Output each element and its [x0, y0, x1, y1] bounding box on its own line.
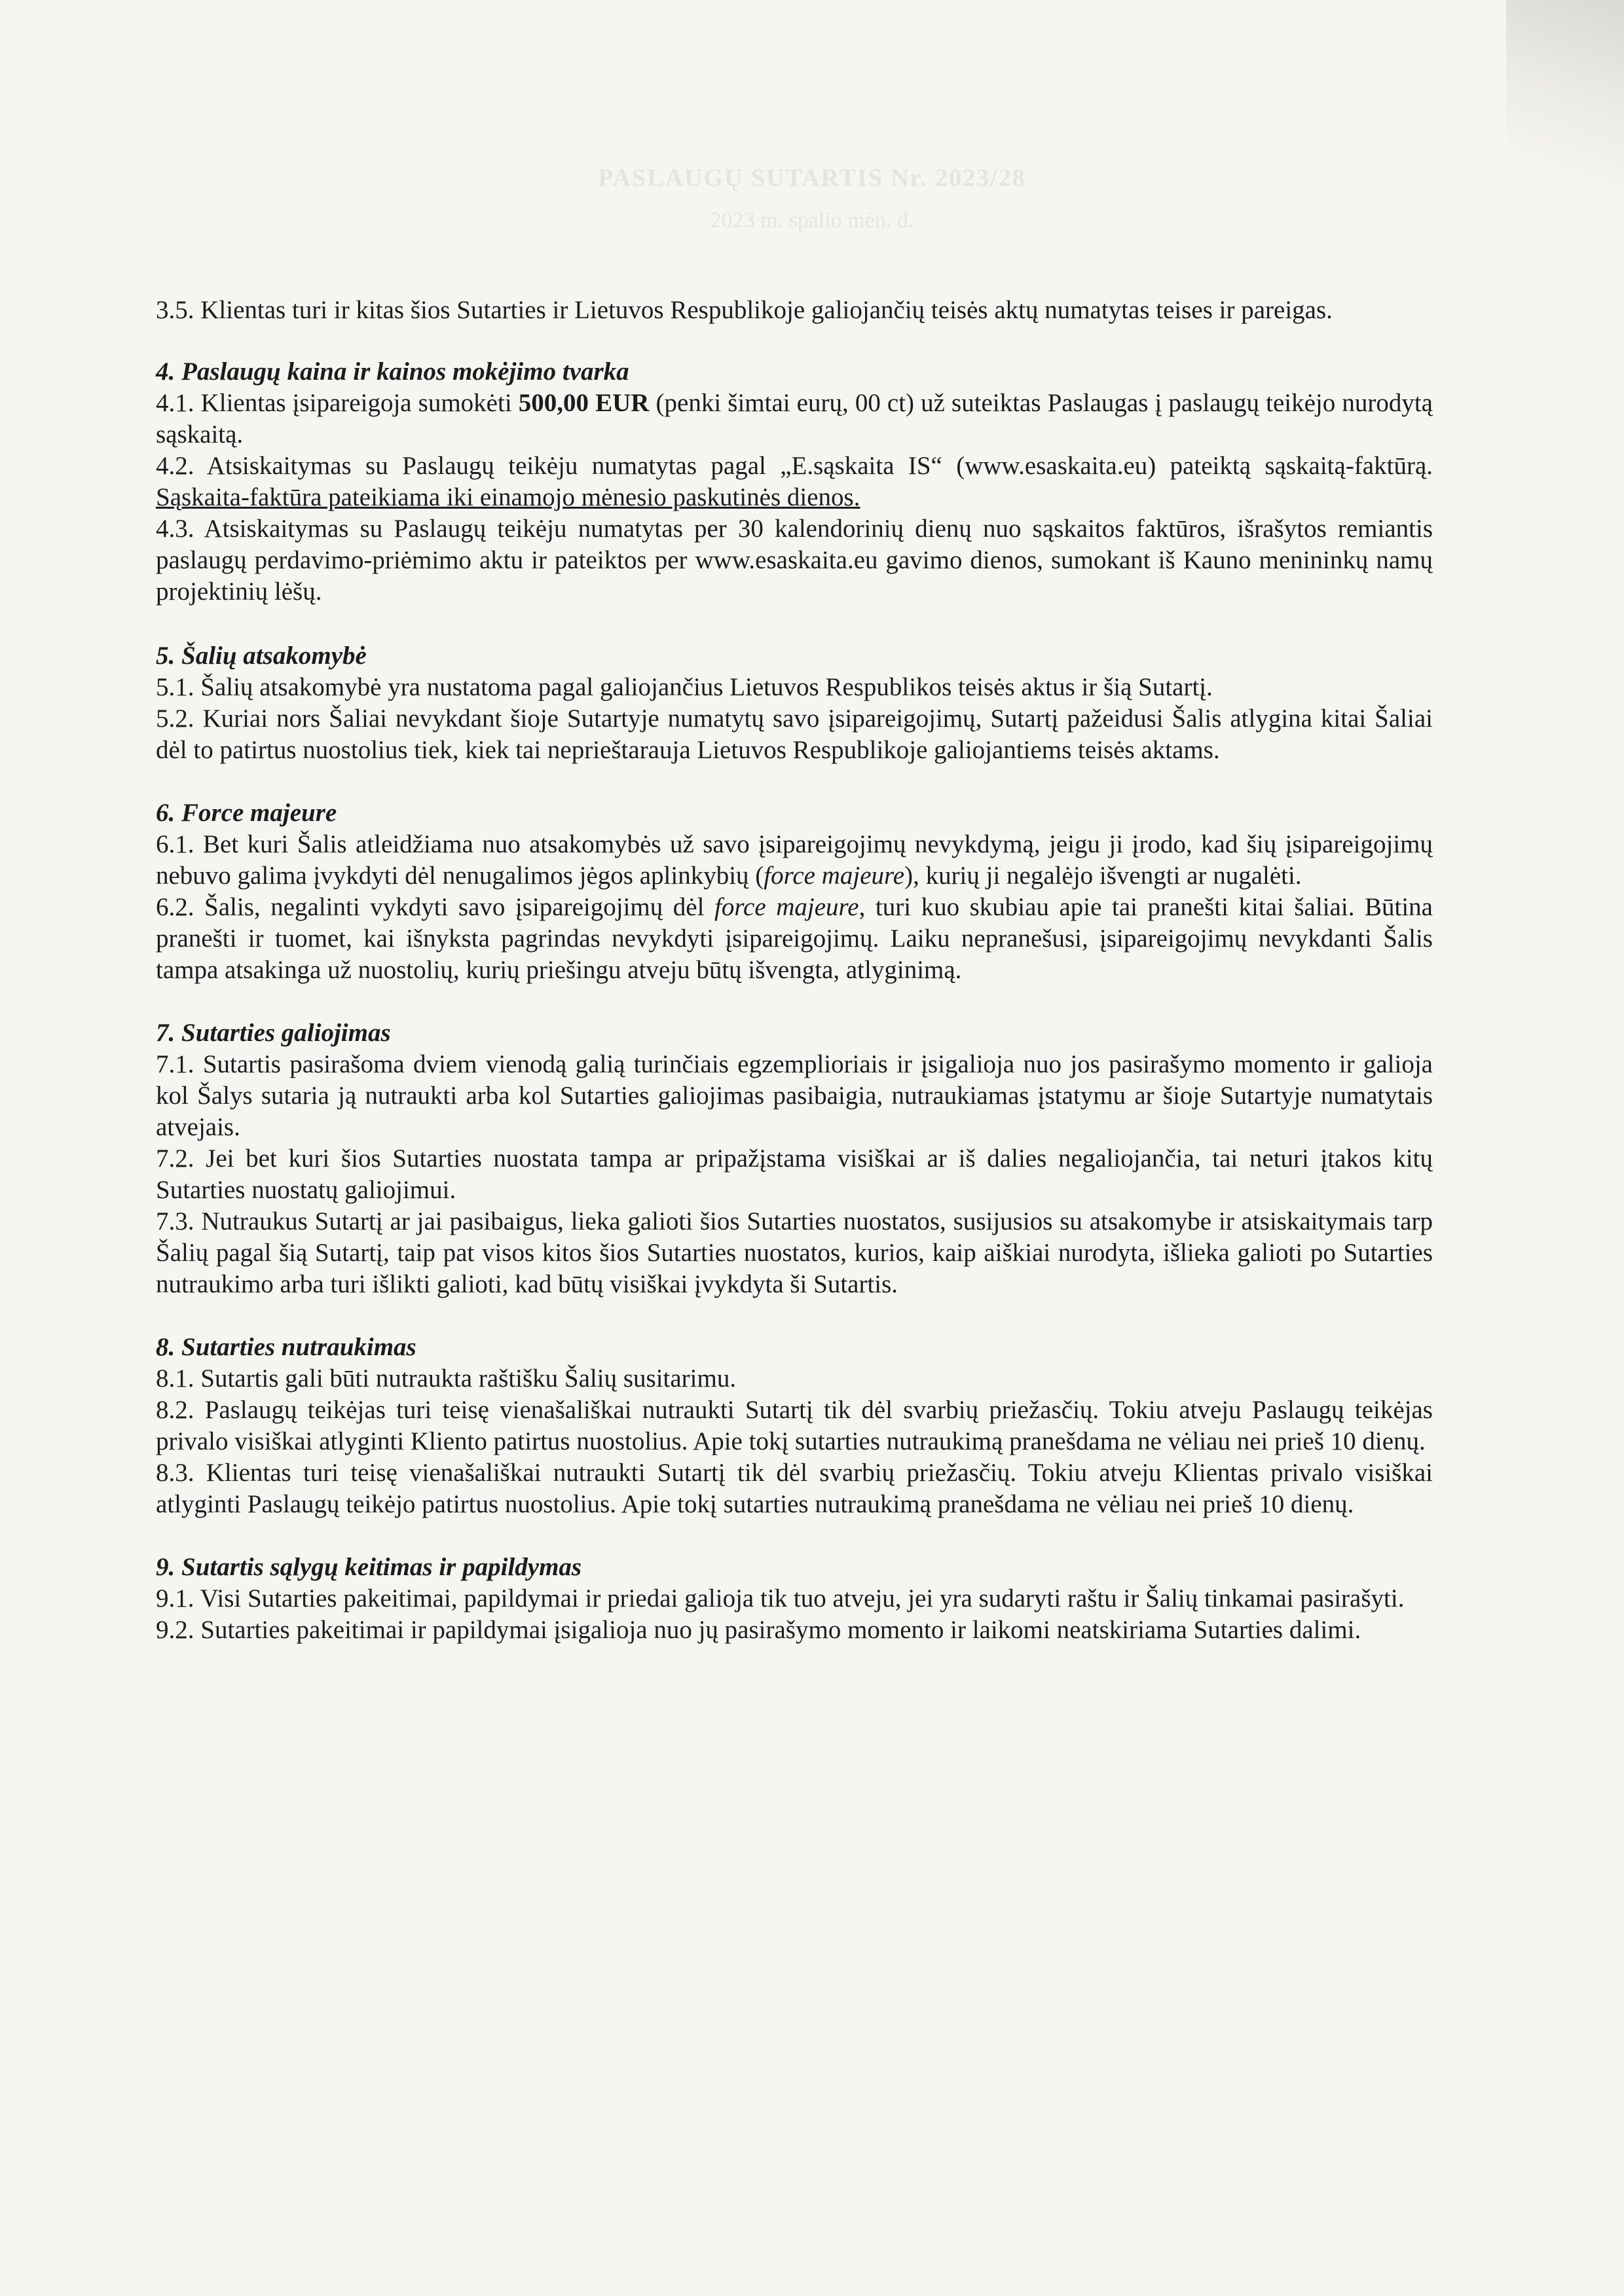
- clause-4-2: [156, 450, 1433, 513]
- clause-4-2-underlined: Sąskaita-faktūra pateikiama iki einamojo mėnesio paskutinės dienos.: [156, 483, 860, 511]
- clause-6-2-italic: force majeure: [714, 893, 859, 921]
- clause-6-2-text-b: , turi kuo skubiau apie tai pranešti kitai šaliai. Būtina pranešti ir tuomet, kai išnyksta pagrindas nevykdyti įsipareigojimų. Laiku nepranešusi, įsipareigojimų nevykdanti Šalis tampa atsakinga už nuostolių, kurių priešingu atveju būtų išvengta, atlyginimą.: [156, 893, 1433, 984]
- clause-6-2: [156, 892, 1433, 986]
- clause-6-1: [156, 829, 1433, 892]
- section-6-title: 6. Force majeure: [156, 799, 337, 827]
- clause-8-2: 8.2. Paslaugų teikėjas turi teisę vienašališkai nutraukti Sutartį tik dėl svarbių priežasčių. Tokiu atveju Paslaugų teikėjas privalo visiškai atlyginti Kliento patirtus nuostolius. Apie tokį sutarties nutraukimą pranešdama ne vėliau nei prieš 10 dienų.: [156, 1396, 1433, 1455]
- clause-3-5: 3.5. Klientas turi ir kitas šios Sutarties ir Lietuvos Respublikoje galiojančių teisės aktų numatytas teises ir pareigas.: [156, 296, 1333, 324]
- clause-7-1: 7.1. Sutartis pasirašoma dviem vienodą galią turinčiais egzemplioriais ir įsigalioja nuo jos pasirašymo momento ir galioja kol Šalys sutaria ją nutraukti arba kol Sutarties galiojimas pasibaigia, nutraukiamas įstatymu ar šioje Sutartyje numatytais atvejais.: [156, 1050, 1433, 1141]
- section-5-title: 5. Šalių atsakomybė: [156, 642, 367, 670]
- clause-5-2: 5.2. Kuriai nors Šaliai nevykdant šioje Sutartyje numatytų savo įsipareigojimų, Sutartį pažeidusi Šalis atlygina kitai Šaliai dėl to patirtus nuostolius tiek, kiek tai neprieštarauja Lietuvos Respublikoje galiojantiems teisės aktams.: [156, 704, 1433, 764]
- clause-9-2: 9.2. Sutarties pakeitimai ir papildymai įsigalioja nuo jų pasirašymo momento ir laikomi neatskiriama Sutarties dalimi.: [156, 1616, 1361, 1644]
- clause-8-3: 8.3. Klientas turi teisę vienašališkai nutraukti Sutartį tik dėl svarbių priežasčių. Tokiu atveju Klientas privalo visiškai atlyginti Paslaugų teikėjo patirtus nuostolius. Apie tokį sutarties nutraukimą pranešdama ne vėliau nei prieš 10 dienų.: [156, 1459, 1433, 1518]
- contract-body: [156, 295, 1433, 1646]
- clause-4-3: 4.3. Atsiskaitymas su Paslaugų teikėju numatytas per 30 kalendorinių dienų nuo sąskaitos faktūros, išrašytos remiantis paslaugų perdavimo-priėmimo aktu ir pateiktos per www.esaskaita.eu gavimo dienos, sumokant iš Kauno menininkų namų projektinių lėšų.: [156, 515, 1433, 606]
- payment-amount: 500,00 EUR: [518, 389, 650, 417]
- clause-4-2-text: 4.2. Atsiskaitymas su Paslaugų teikėju numatytas pagal „E.sąskaita IS“ (www.esaskaita.eu) pateiktą sąskaitą-faktūrą.: [156, 452, 1433, 480]
- clause-9-1: 9.1. Visi Sutarties pakeitimai, papildymai ir priedai galioja tik tuo atveju, jei yra sudaryti raštu ir Šalių tinkamai pasirašyti.: [156, 1584, 1405, 1613]
- section-8-title: 8. Sutarties nutraukimas: [156, 1333, 416, 1361]
- clause-4-1-text-b: (penki šimtai eurų, 00 ct) už suteiktas Paslaugas į paslaugų teikėjo nurodytą sąskaitą.: [156, 389, 1433, 448]
- section-9-title: 9. Sutartis sąlygų keitimas ir papildymas: [156, 1553, 582, 1581]
- clause-4-1: [156, 388, 1433, 450]
- section-7-title: 7. Sutarties galiojimas: [156, 1019, 391, 1047]
- clause-8-1: 8.1. Sutartis gali būti nutraukta raštišku Šalių susitarimu.: [156, 1364, 737, 1393]
- clause-5-1: 5.1. Šalių atsakomybė yra nustatoma pagal galiojančius Lietuvos Respublikos teisės aktus ir šią Sutartį.: [156, 673, 1213, 701]
- clause-4-1-text-a: 4.1. Klientas įsipareigoja sumokėti: [156, 389, 519, 417]
- bleed-through-date: 2023 m. spalio mėn. d.: [710, 208, 914, 232]
- bleed-through-title: PASLAUGŲ SUTARTIS Nr. 2023/28: [598, 164, 1026, 192]
- clause-6-1-text-a: 6.1. Bet kuri Šalis atleidžiama nuo atsakomybės už savo įsipareigojimų nevykdymą, jeigu ji įrodo, kad šių įsipareigojimų nebuvo galima įvykdyti dėl nenugalimos jėgos aplinkybių (: [156, 830, 1433, 890]
- clause-6-1-text-b: ), kurių ji negalėjo išvengti ar nugalėti.: [904, 862, 1302, 890]
- clause-6-2-text-a: 6.2. Šalis, negalinti vykdyti savo įsipareigojimų dėl: [156, 893, 714, 921]
- section-4-title: 4. Paslaugų kaina ir kainos mokėjimo tvarka: [156, 357, 629, 386]
- clause-7-2: 7.2. Jei bet kuri šios Sutarties nuostata tampa ar pripažįstama visiškai ar iš dalies negaliojančia, tai neturi įtakos kitų Sutarties nuostatų galiojimui.: [156, 1144, 1433, 1204]
- clause-6-1-italic: force majeure: [764, 862, 905, 890]
- clause-7-3: 7.3. Nutraukus Sutartį ar jai pasibaigus, lieka galioti šios Sutarties nuostatos, susijusios su atsakomybe ir atsiskaitymais tarp Šalių pagal šią Sutartį, taip pat visos kitos šios Sutarties nuostatos, kurios, kaip aiškiai nurodyta, išlieka galioti po Sutarties nutraukimo arba turi išlikti galioti, kad būtų visiškai įvykdyta ši Sutartis.: [156, 1207, 1433, 1298]
